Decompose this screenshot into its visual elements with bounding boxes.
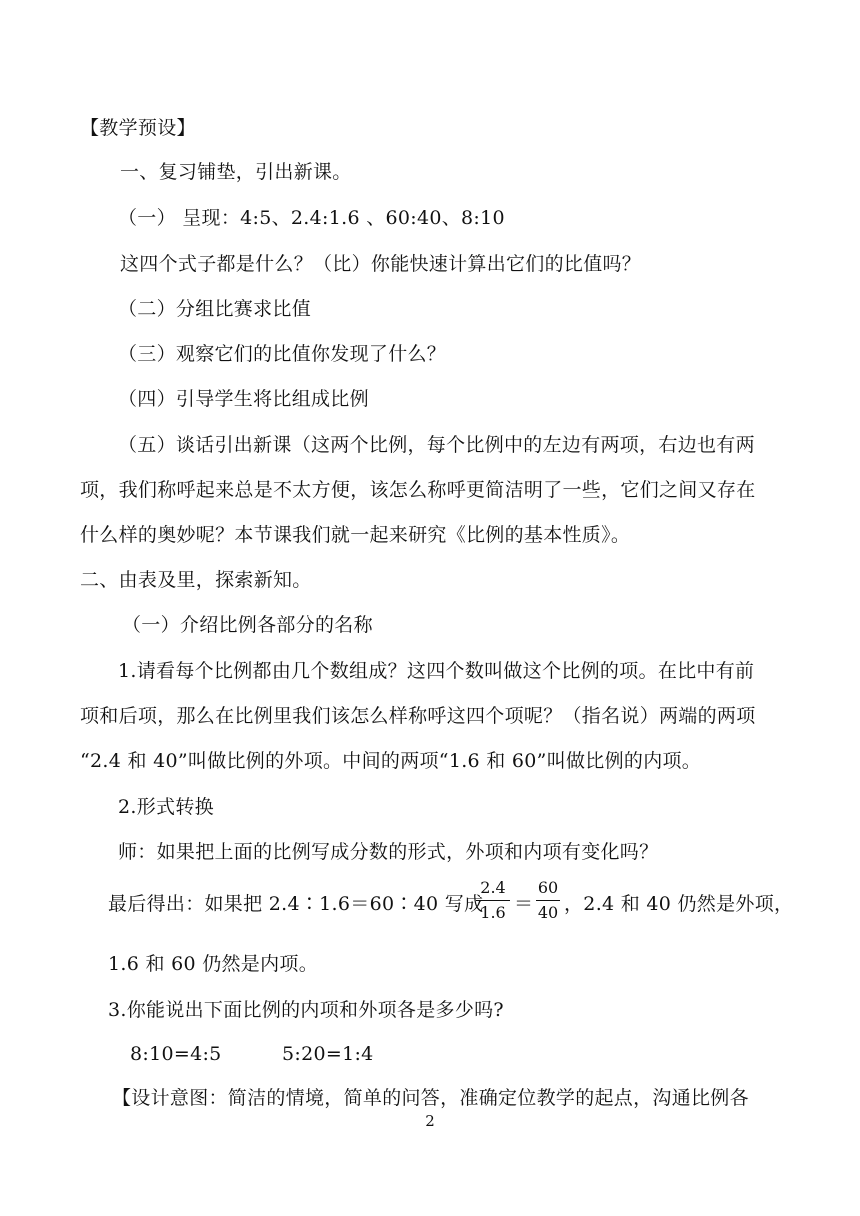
section-1-item-3: （三）观察它们的比值你发现了什么？ [118,343,447,365]
point-2-conclusion-prefix: 最后得出：如果把 2.4∶1.6＝60∶40 写成 [108,893,484,915]
section-2-title: 二、由表及里，探索新知。 [80,569,312,591]
section-1-item-1: （一） 呈现：4:5、2.4:1.6 、60:40、8:10 [118,207,505,229]
section-2-item-1: （一）介绍比例各部分的名称 [122,614,373,636]
fraction-inner-over-outer [536,878,560,923]
fraction-2-bar [536,900,560,901]
section-1-title: 一、复习铺垫，引出新课。 [120,161,352,183]
section-1-item-2: （二）分组比赛求比值 [118,298,312,320]
point-2-conclusion-suffix: ，2.4 和 40 仍然是外项， [564,893,794,915]
section-1-item-5-line-1: （五）谈话引出新课（这两个比例，每个比例中的左边有两项，右边也有两 [118,434,755,456]
design-intent: 【设计意图：简洁的情境，简单的问答，准确定位教学的起点，沟通比例各 [112,1087,749,1109]
fraction-1-numerator: 2.4 [480,878,506,897]
fraction-2-numerator: 60 [537,878,559,897]
section-heading: 【教学预设】 [80,117,196,139]
point-2-teacher-question: 师：如果把上面的比例写成分数的形式，外项和内项有变化吗？ [118,841,659,863]
section-1-question: 这四个式子都是什么？（比）你能快速计算出它们的比值吗？ [120,253,642,275]
page-number: 2 [425,1112,435,1130]
point-1-line-3: “2.4 和 40”叫做比例的外项。中间的两项“1.6 和 60”叫做比例的内项。 [80,750,702,772]
fraction-1-denominator: 1.6 [480,903,506,922]
point-1-line-1: 1.请看每个比例都由几个数组成？这四个数叫做这个比例的项。在比中有前 [118,660,755,682]
point-3-title: 3.你能说出下面比例的内项和外项各是多少吗? [108,999,504,1021]
fraction-equals-sign: ＝ [514,893,534,915]
point-2-title: 2.形式转换 [118,796,214,818]
fraction-outer-over-inner [476,878,510,923]
fraction-1-bar [476,900,510,901]
fraction-2-denominator: 40 [537,903,559,922]
point-1-line-2: 项和后项，那么在比例里我们该怎么样称呼这四个项呢？（指名说）两端的两项 [80,705,756,727]
section-1-item-5-line-3: 什么样的奥妙呢？本节课我们就一起来研究《比例的基本性质》。 [80,524,631,546]
example-proportion-2: 5:20=1:4 [282,1043,374,1065]
point-2-conclusion-line-2: 1.6 和 60 仍然是内项。 [108,953,319,975]
section-1-item-4: （四）引导学生将比组成比例 [118,388,369,410]
section-1-item-5-line-2: 项，我们称呼起来总是不太方便，该怎么称呼更简洁明了一些，它们之间又存在 [80,479,756,501]
example-proportion-1: 8:10=4:5 [130,1043,222,1065]
